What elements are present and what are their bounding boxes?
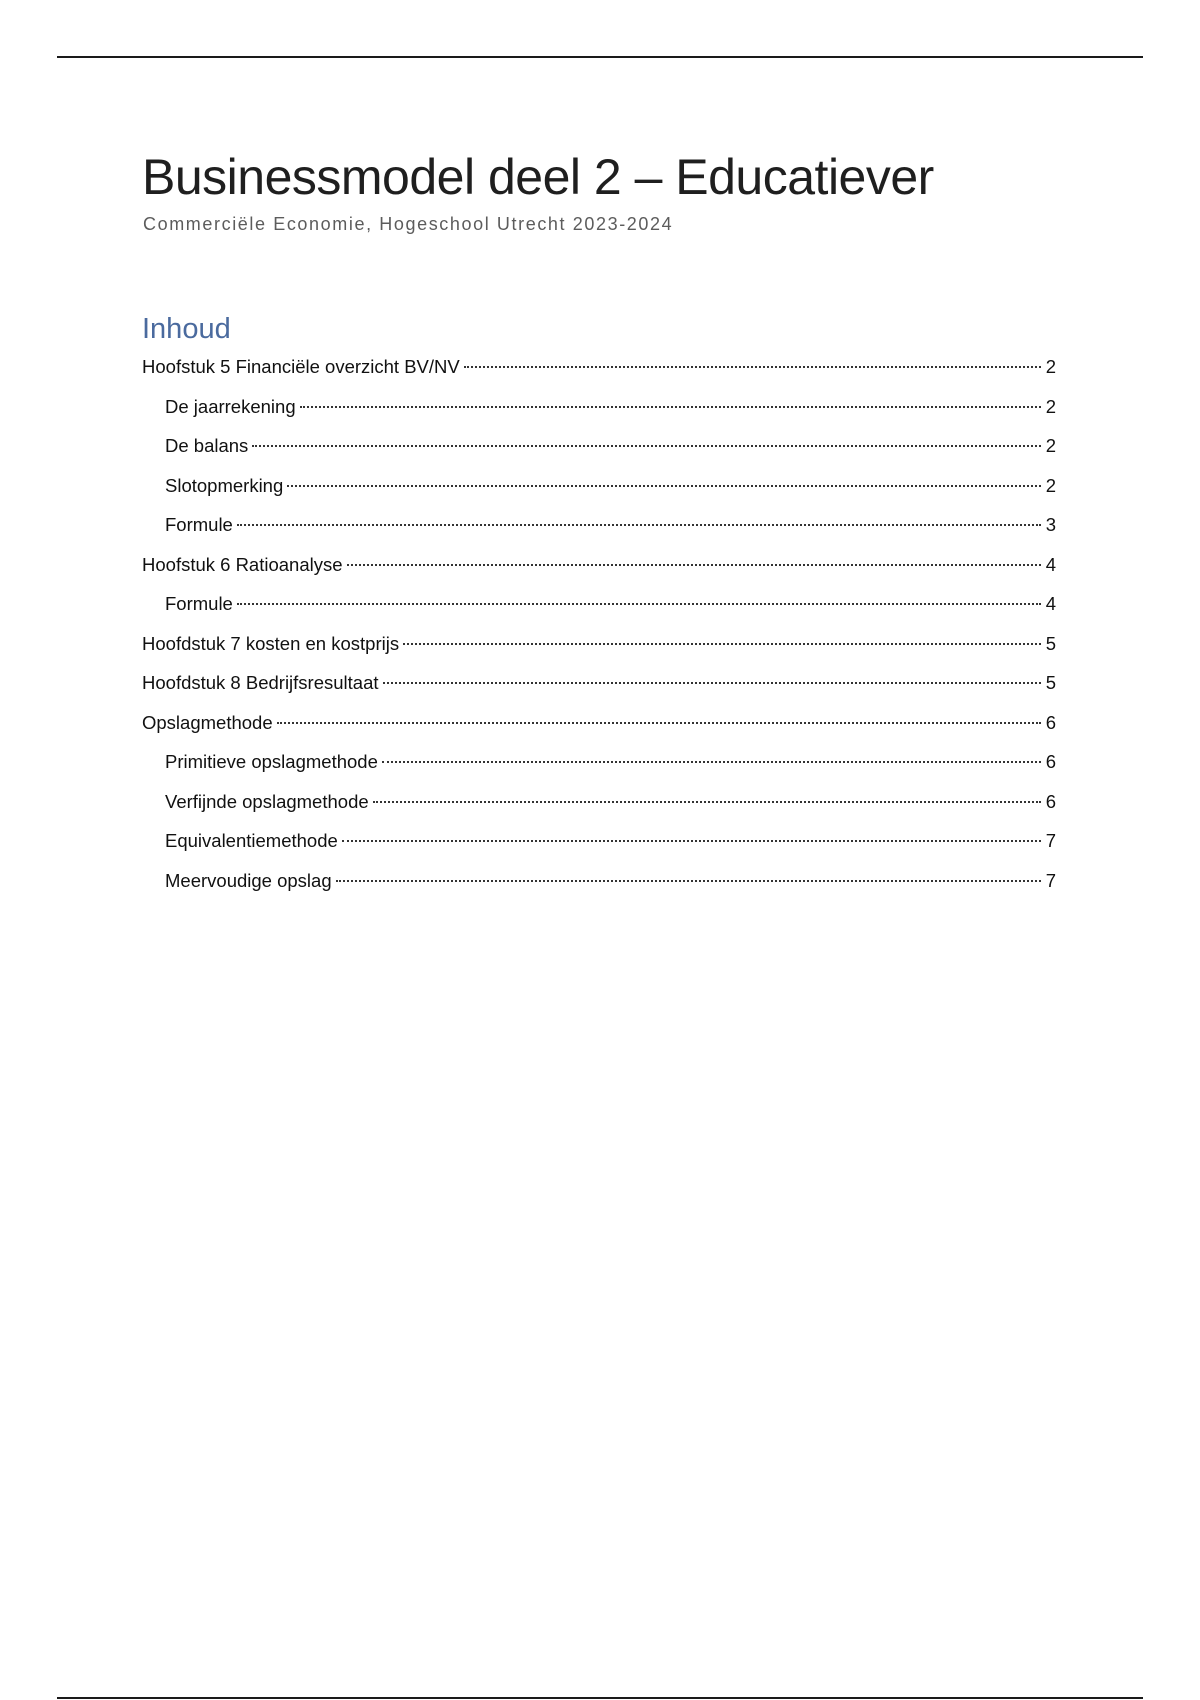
toc-entry-label: Formule bbox=[165, 514, 233, 535]
toc-entry-page-number: 2 bbox=[1045, 435, 1056, 456]
toc-entry-label: Opslagmethode bbox=[142, 711, 273, 733]
toc-entry-label: Slotopmerking bbox=[165, 474, 284, 496]
toc-entry-label: De balans bbox=[165, 435, 249, 456]
toc-entry[interactable] bbox=[142, 387, 1056, 427]
toc-entry-page-number: 3 bbox=[1045, 514, 1056, 535]
toc-entry[interactable] bbox=[142, 663, 1056, 703]
toc-leader-dots bbox=[237, 603, 1041, 605]
document-subtitle: Commerciële Economie, Hogeschool Utrecht 2023-2024 bbox=[143, 214, 674, 234]
toc-entry-page-number: 4 bbox=[1045, 553, 1056, 575]
toc-leader-dots bbox=[464, 366, 1041, 368]
toc-entry-page-number: 2 bbox=[1045, 395, 1056, 417]
toc-entry-page-number: 2 bbox=[1045, 474, 1056, 496]
toc-entry-page-number: 5 bbox=[1045, 632, 1056, 654]
toc-leader-dots bbox=[237, 524, 1041, 526]
toc-leader-dots bbox=[342, 840, 1041, 842]
toc-entry-label: Hoofstuk 5 Financiële overzicht BV/NV bbox=[142, 356, 460, 377]
toc-leader-dots bbox=[382, 761, 1041, 763]
toc-leader-dots bbox=[373, 801, 1041, 803]
header-rule bbox=[57, 56, 1143, 58]
toc-entry-page-number: 6 bbox=[1045, 790, 1056, 812]
toc-leader-dots bbox=[287, 485, 1041, 487]
toc-entry-page-number: 7 bbox=[1045, 869, 1056, 891]
toc-leader-dots bbox=[277, 722, 1041, 724]
toc-entry-page-number: 2 bbox=[1045, 356, 1056, 377]
toc-entry[interactable] bbox=[142, 742, 1056, 782]
toc-entry-label: De jaarrekening bbox=[165, 395, 296, 417]
toc-entry-label: Equivalentiemethode bbox=[165, 830, 338, 851]
toc-entry[interactable] bbox=[142, 545, 1056, 585]
toc-entry-page-number: 7 bbox=[1045, 830, 1056, 851]
toc-entry-label: Hoofdstuk 8 Bedrijfsresultaat bbox=[142, 672, 379, 693]
toc-leader-dots bbox=[336, 880, 1041, 882]
toc-entry[interactable] bbox=[142, 347, 1056, 387]
toc-entry-label: Hoofdstuk 7 kosten en kostprijs bbox=[142, 632, 400, 654]
table-of-contents bbox=[142, 347, 1056, 900]
toc-entry-label: Meervoudige opslag bbox=[165, 869, 332, 891]
toc-entry[interactable] bbox=[142, 466, 1056, 506]
toc-leader-dots bbox=[403, 643, 1041, 645]
toc-leader-dots bbox=[252, 445, 1041, 447]
toc-entry-page-number: 5 bbox=[1045, 672, 1056, 693]
toc-entry[interactable] bbox=[142, 821, 1056, 861]
toc-heading: Inhoud bbox=[142, 313, 231, 345]
toc-entry[interactable] bbox=[142, 584, 1056, 624]
toc-entry[interactable] bbox=[142, 782, 1056, 822]
toc-entry[interactable] bbox=[142, 505, 1056, 545]
toc-entry-label: Verfijnde opslagmethode bbox=[165, 790, 369, 812]
toc-entry-page-number: 6 bbox=[1045, 711, 1056, 733]
toc-entry[interactable] bbox=[142, 703, 1056, 743]
toc-entry-page-number: 4 bbox=[1045, 593, 1056, 614]
toc-leader-dots bbox=[383, 682, 1041, 684]
footer-rule bbox=[57, 1697, 1143, 1699]
toc-entry-label: Formule bbox=[165, 593, 233, 614]
toc-entry-label: Hoofstuk 6 Ratioanalyse bbox=[142, 553, 343, 575]
toc-entry-label: Primitieve opslagmethode bbox=[165, 751, 378, 772]
toc-leader-dots bbox=[300, 406, 1041, 408]
toc-entry-page-number: 6 bbox=[1045, 751, 1056, 772]
toc-leader-dots bbox=[347, 564, 1041, 566]
document-title: Businessmodel deel 2 – Educatiever bbox=[142, 149, 934, 205]
toc-entry[interactable] bbox=[142, 426, 1056, 466]
toc-entry[interactable] bbox=[142, 624, 1056, 664]
toc-entry[interactable] bbox=[142, 861, 1056, 901]
